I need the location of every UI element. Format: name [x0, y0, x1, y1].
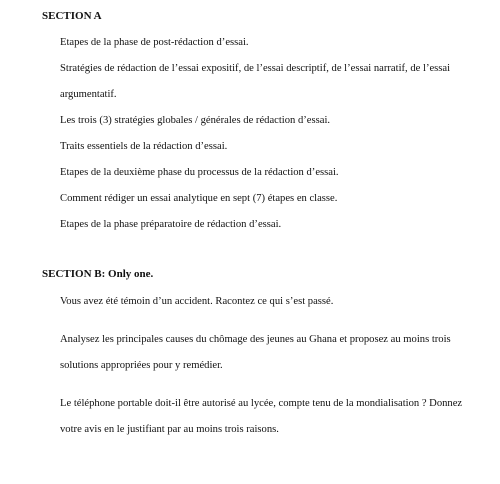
section-b-heading: SECTION B: Only one. [42, 268, 154, 280]
section-a-item-phase-preparatoire: Etapes de la phase préparatoire de rédaction d’essai. [60, 219, 282, 230]
section-a-item-strategies-line2: argumentatif. [60, 89, 117, 100]
section-b-item-chomage-line2: solutions appropriées pour y remédier. [60, 360, 223, 371]
section-a-item-trois-strategies: Les trois (3) stratégies globales / générales de rédaction d’essai. [60, 115, 331, 126]
section-b-item-chomage-line1: Analysez les principales causes du chômage des jeunes au Ghana et proposez au moins trois [60, 334, 451, 345]
section-b-item-accident: Vous avez été témoin d’un accident. Racontez ce qui s’est passé. [60, 296, 334, 307]
section-a-heading: SECTION A [42, 10, 102, 22]
section-a-item-traits-essentiels: Traits essentiels de la rédaction d’essai. [60, 141, 228, 152]
section-b-item-telephone-line1: Le téléphone portable doit-il être autorisé au lycée, compte tenu de la mondialisation ? Donnez [60, 398, 463, 409]
section-b-item-telephone-line2: votre avis en le justifiant par au moins trois raisons. [60, 424, 279, 435]
section-a-item-essai-analytique: Comment rédiger un essai analytique en sept (7) étapes en classe. [60, 193, 338, 204]
section-a-item-strategies-line1: Stratégies de rédaction de l’essai expositif, de l’essai descriptif, de l’essai narratif, de l’essai [60, 63, 451, 74]
section-a-item-deuxieme-phase: Etapes de la deuxième phase du processus de la rédaction d’essai. [60, 167, 339, 178]
section-a-item-post-redaction: Etapes de la phase de post-rédaction d’essai. [60, 37, 249, 48]
